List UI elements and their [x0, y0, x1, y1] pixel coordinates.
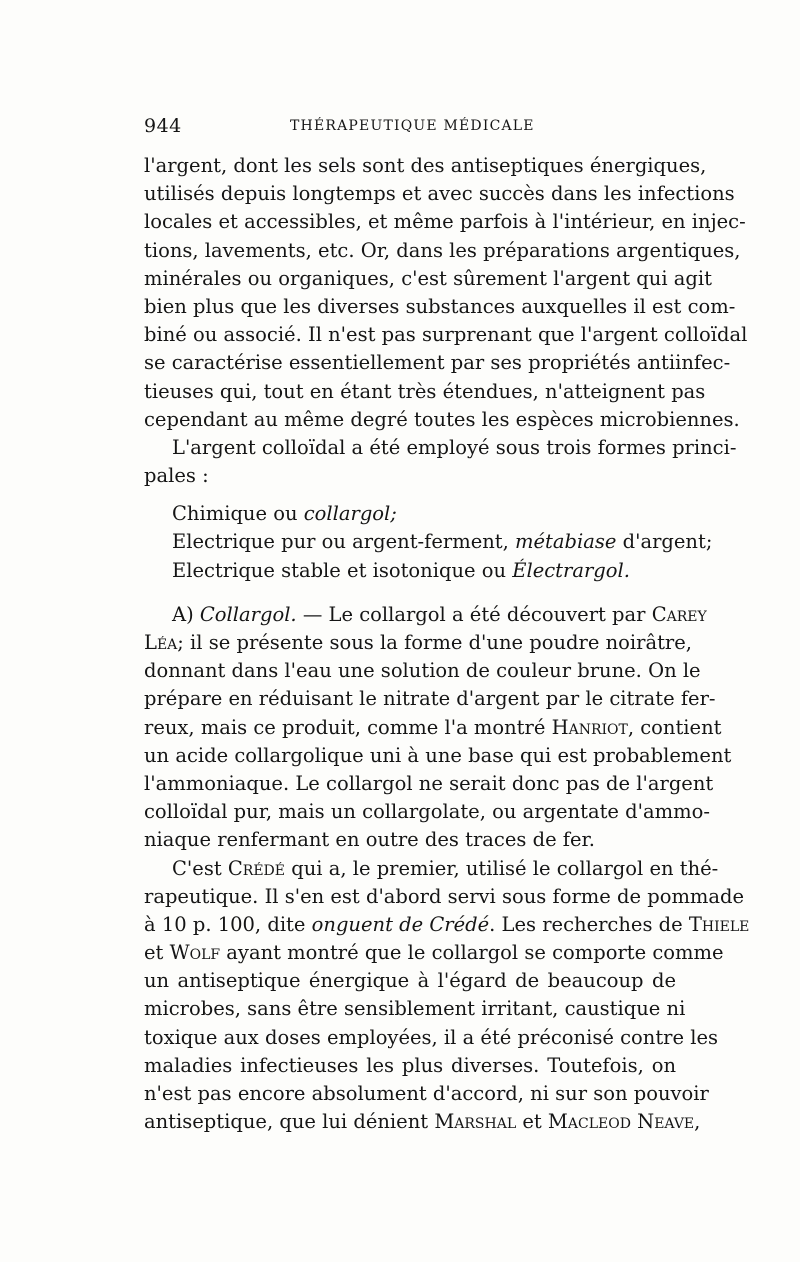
- page-number: 944: [144, 115, 182, 137]
- text-line: l'argent, dont les sels sont des antiseptiques énergiques,: [144, 154, 707, 177]
- text-span: et: [144, 941, 170, 965]
- author-name: Crédé: [227, 856, 286, 880]
- text-line: tieuses qui, tout en étant très étendues, n'atteignent pas: [144, 379, 706, 403]
- text-line: un antiseptique énergique à l'égard de beaucoup de: [144, 969, 676, 993]
- text-span: — Le collargol a été découvert par: [296, 602, 652, 626]
- text-span: ayant montré que le collargol se comporte comme: [220, 941, 724, 965]
- text-span: ; il se présente sous la forme d'une poudre noirâtre,: [177, 631, 692, 654]
- text-line: un acide collargolique uni à une base qui est probablement: [144, 743, 732, 767]
- author-name: Hanriot: [551, 715, 628, 739]
- text-span: C'est: [172, 856, 228, 880]
- form-item-electrique-pur: [144, 528, 713, 556]
- text-line: [144, 855, 719, 883]
- text-line: niaque renfermant en outre des traces de fer.: [144, 828, 595, 852]
- text-line: maladies infectieuses les plus diverses. Toutefois, on: [144, 1053, 676, 1077]
- text-line: cependant au même degré toutes les espèces microbiennes.: [144, 407, 740, 431]
- text-span: et: [516, 1110, 548, 1134]
- form-prefix: Electrique pur ou argent-ferment,: [172, 530, 516, 554]
- form-item-chimique: [144, 500, 676, 528]
- text-line: microbes, sans être sensiblement irritant, caustique ni: [144, 997, 686, 1021]
- paragraph-three-forms: [144, 434, 737, 490]
- text-span: . Les recherches de: [489, 912, 689, 936]
- text-line: se caractérise essentiellement par ses propriétés antiinfec-: [144, 351, 731, 375]
- text-line: locales et accessibles, et même parfois à l'intérieur, en injec-: [144, 210, 746, 234]
- author-name: Carey: [651, 602, 707, 626]
- text-line: pales :: [144, 464, 209, 488]
- form-item-electrique-stable: [144, 557, 676, 585]
- text-line: [144, 714, 722, 742]
- paragraph-crede: [144, 855, 750, 1137]
- text-line: [144, 601, 707, 629]
- text-span: à 10 p. 100, dite: [144, 912, 312, 936]
- text-line: donnant dans l'eau une solution de couleur brune. On le: [144, 659, 701, 683]
- author-name: Marshal: [434, 1110, 517, 1134]
- text-line: minérales ou organiques, c'est sûrement l'argent qui agit: [144, 266, 712, 290]
- text-line: prépare en réduisant le nitrate d'argent par le citrate fer-: [144, 687, 716, 711]
- author-name: Wolf: [169, 941, 221, 965]
- author-name: Léa: [144, 631, 178, 654]
- text-line: L'argent colloïdal a été employé sous trois formes princi-: [172, 435, 737, 459]
- page-header: [144, 115, 676, 141]
- form-suffix: d'argent;: [616, 530, 713, 554]
- author-name: Macleod Neave: [547, 1110, 695, 1134]
- author-name: Thiele: [688, 912, 750, 936]
- text-line: [144, 939, 724, 967]
- page-body: [144, 152, 750, 1136]
- form-name: collargol;: [303, 502, 397, 526]
- text-span: reux, mais ce produit, comme l'a montré: [144, 715, 552, 739]
- running-title: THÉRAPEUTIQUE MÉDICALE: [290, 118, 535, 134]
- text-line: colloïdal pur, mais un collargolate, ou argentate d'ammo-: [144, 800, 710, 824]
- text-line: [144, 911, 750, 939]
- text-line: utilisés depuis longtemps et avec succès dans les infections: [144, 182, 735, 206]
- form-prefix: Electrique stable et isotonique ou: [172, 558, 513, 582]
- paragraph-antiseptic-silver: [144, 152, 748, 434]
- emphasis: onguent de Crédé: [311, 912, 490, 936]
- text-line: [144, 629, 692, 657]
- form-prefix: Chimique ou: [172, 502, 304, 526]
- text-span: antiseptique, que lui dénient: [144, 1110, 435, 1134]
- text-line: tions, lavements, etc. Or, dans les préparations argentiques,: [144, 238, 741, 262]
- section-label: A): [172, 602, 200, 626]
- text-line: l'ammoniaque. Le collargol ne serait donc pas de l'argent: [144, 771, 714, 795]
- section-a-collargol: [144, 601, 732, 855]
- form-name: métabiase: [515, 530, 617, 554]
- text-span: ,: [694, 1110, 701, 1134]
- forms-list: [144, 500, 713, 585]
- text-span: qui a, le premier, utilisé le collargol en thé-: [285, 856, 719, 880]
- text-span: , contient: [627, 715, 722, 739]
- text-line: biné ou associé. Il n'est pas surprenant que l'argent colloïdal: [144, 323, 748, 347]
- form-name: Électrargol.: [512, 558, 630, 582]
- section-title: Collargol.: [199, 602, 297, 626]
- text-line: bien plus que les diverses substances auxquelles il est com-: [144, 294, 736, 318]
- text-line: n'est pas encore absolument d'accord, ni sur son pouvoir: [144, 1082, 709, 1105]
- text-line: [144, 1108, 701, 1136]
- text-line: rapeutique. Il s'en est d'abord servi sous forme de pommade: [144, 884, 745, 908]
- text-line: toxique aux doses employées, il a été préconisé contre les: [144, 1025, 718, 1049]
